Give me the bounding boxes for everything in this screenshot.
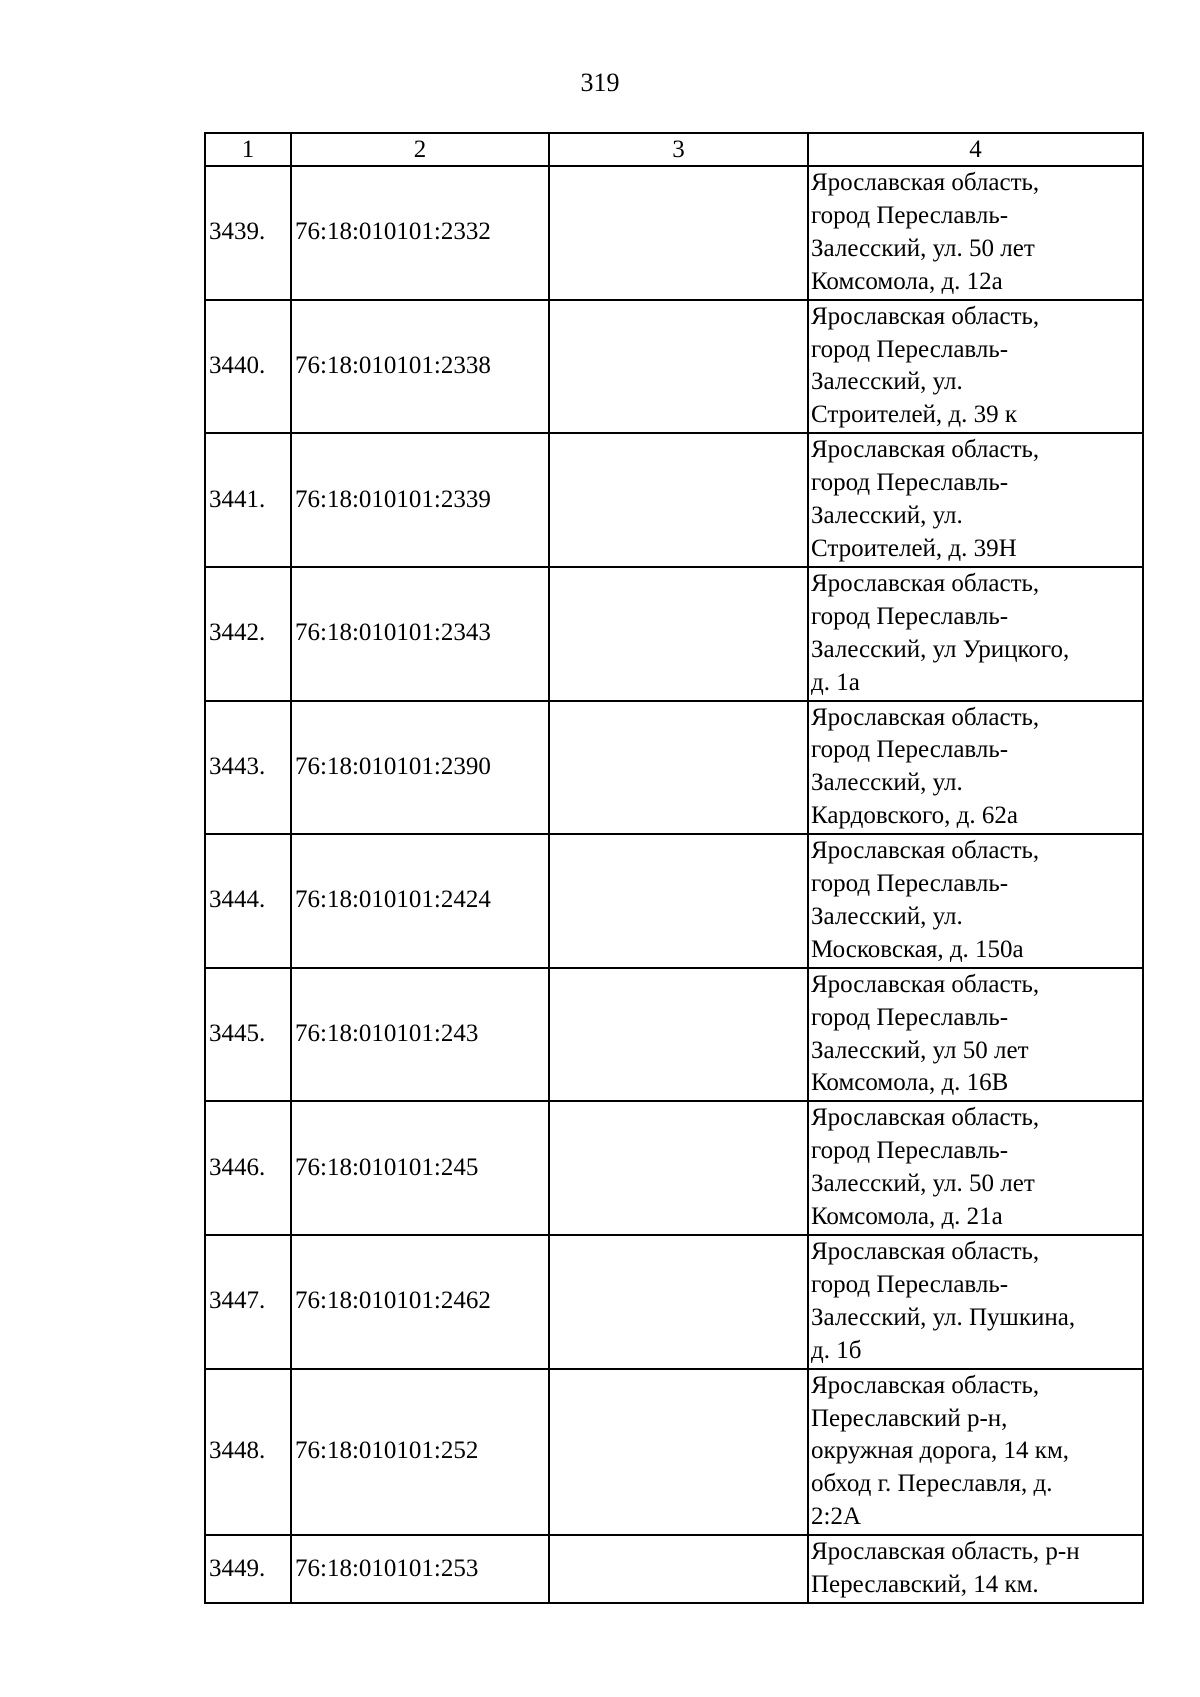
row-number-cell: 3439. [205,166,291,300]
row-number-cell: 3445. [205,968,291,1102]
address-cell [808,701,1143,835]
address-line: город Переславль- [811,1270,1009,1298]
address-line: Залесский, ул. [811,769,963,797]
address-line: Залесский, ул. Пушкина, [811,1303,1076,1331]
address-line: Залесский, ул. 50 лет [811,1170,1035,1198]
empty-column-cell [549,968,808,1102]
cadastral-number-cell: 76:18:010101:252 [291,1369,549,1536]
cadastral-number-cell: 76:18:010101:2338 [291,300,549,434]
address-line: Ярославская область, [811,169,1040,196]
address-line: Ярославская область, [811,302,1040,330]
address-line: Комсомола, д. 21а [811,1203,1003,1231]
table-row [205,1101,1143,1235]
table-row [205,166,1143,300]
row-number-cell: 3444. [205,834,291,968]
address-line: Строителей, д. 39Н [811,534,1017,562]
empty-column-cell [549,300,808,434]
address-cell [808,1101,1143,1235]
column-header-3: 3 [549,133,808,166]
address-line: окружная дорога, 14 км, [811,1437,1070,1465]
empty-column-cell [549,433,808,567]
row-number-cell: 3447. [205,1235,291,1369]
address-line: Переславский р-н, [811,1404,1008,1432]
table-row [205,834,1143,968]
address-line: Кардовского, д. 62а [811,802,1018,830]
registry-table [204,132,1144,1604]
address-line: Переславский, 14 км. [811,1571,1039,1599]
table-body [205,166,1143,1603]
page-number: 319 [580,68,620,97]
address-cell [808,433,1143,567]
address-line: Строителей, д. 39 к [811,401,1018,429]
row-number-cell: 3446. [205,1101,291,1235]
address-cell [808,567,1143,701]
address-line: Залесский, ул. [811,902,963,930]
address-line: город Переславль- [811,736,1009,764]
address-line: Ярославская область, [811,436,1040,464]
table-row [205,567,1143,701]
empty-column-cell [549,1369,808,1536]
address-line: город Переславль- [811,1003,1009,1031]
address-cell [808,1535,1143,1603]
address-cell [808,1369,1143,1536]
address-line: Залесский, ул. 50 лет [811,234,1035,262]
table-row [205,701,1143,835]
empty-column-cell [549,1101,808,1235]
cadastral-number-cell: 76:18:010101:253 [291,1535,549,1603]
address-line: город Переславль- [811,201,1009,229]
cadastral-number-cell: 76:18:010101:2390 [291,701,549,835]
address-line: город Переславль- [811,335,1009,363]
address-cell [808,834,1143,968]
address-cell [808,300,1143,434]
table-row [205,300,1143,434]
address-cell [808,968,1143,1102]
column-header-2: 2 [291,133,549,166]
address-line: Ярославская область, р-н [811,1538,1080,1566]
address-line: Ярославская область, [811,703,1040,731]
cadastral-number-cell: 76:18:010101:2343 [291,567,549,701]
column-header-1: 1 [205,133,291,166]
address-line: Залесский, ул Урицкого, [811,635,1070,663]
column-header-4: 4 [808,133,1143,166]
empty-column-cell [549,1235,808,1369]
address-line: Ярославская область, [811,970,1040,998]
empty-column-cell [549,834,808,968]
address-line: город Переславль- [811,602,1009,630]
table-row [205,1369,1143,1536]
address-line: Ярославская область, [811,837,1040,865]
table-row [205,1235,1143,1369]
address-line: 2:2А [811,1503,861,1531]
cadastral-number-cell: 76:18:010101:243 [291,968,549,1102]
empty-column-cell [549,166,808,300]
address-line: Комсомола, д. 12а [811,267,1003,295]
cadastral-number-cell: 76:18:010101:2339 [291,433,549,567]
row-number-cell: 3440. [205,300,291,434]
address-line: Комсомола, д. 16В [811,1069,1009,1097]
empty-column-cell [549,701,808,835]
cadastral-number-cell: 76:18:010101:2424 [291,834,549,968]
address-line: Ярославская область, [811,1371,1040,1399]
cadastral-number-cell: 76:18:010101:2332 [291,166,549,300]
row-number-cell: 3442. [205,567,291,701]
address-line: Залесский, ул 50 лет [811,1036,1029,1064]
empty-column-cell [549,1535,808,1603]
address-line: Ярославская область, [811,1238,1040,1265]
address-line: город Переславль- [811,469,1009,497]
address-line: д. 1а [811,668,860,696]
address-line: Московская, д. 150а [811,935,1024,963]
address-line: обход г. Переславля, д. [811,1470,1053,1498]
empty-column-cell [549,567,808,701]
address-line: город Переславль- [811,1137,1009,1165]
address-cell [808,166,1143,300]
table-row [205,968,1143,1102]
row-number-cell: 3449. [205,1535,291,1603]
table-row [205,1535,1143,1603]
address-line: Залесский, ул. [811,502,963,530]
address-line: Залесский, ул. [811,368,963,396]
row-number-cell: 3441. [205,433,291,567]
cadastral-number-cell: 76:18:010101:2462 [291,1235,549,1369]
table-row [205,433,1143,567]
cadastral-number-cell: 76:18:010101:245 [291,1101,549,1235]
row-number-cell: 3443. [205,701,291,835]
address-line: Ярославская область, [811,569,1040,597]
address-line: д. 1б [811,1336,862,1364]
address-line: Ярославская область, [811,1104,1040,1132]
address-cell [808,1235,1143,1369]
row-number-cell: 3448. [205,1369,291,1536]
table-header-row [205,133,1143,166]
address-line: город Переславль- [811,870,1009,898]
